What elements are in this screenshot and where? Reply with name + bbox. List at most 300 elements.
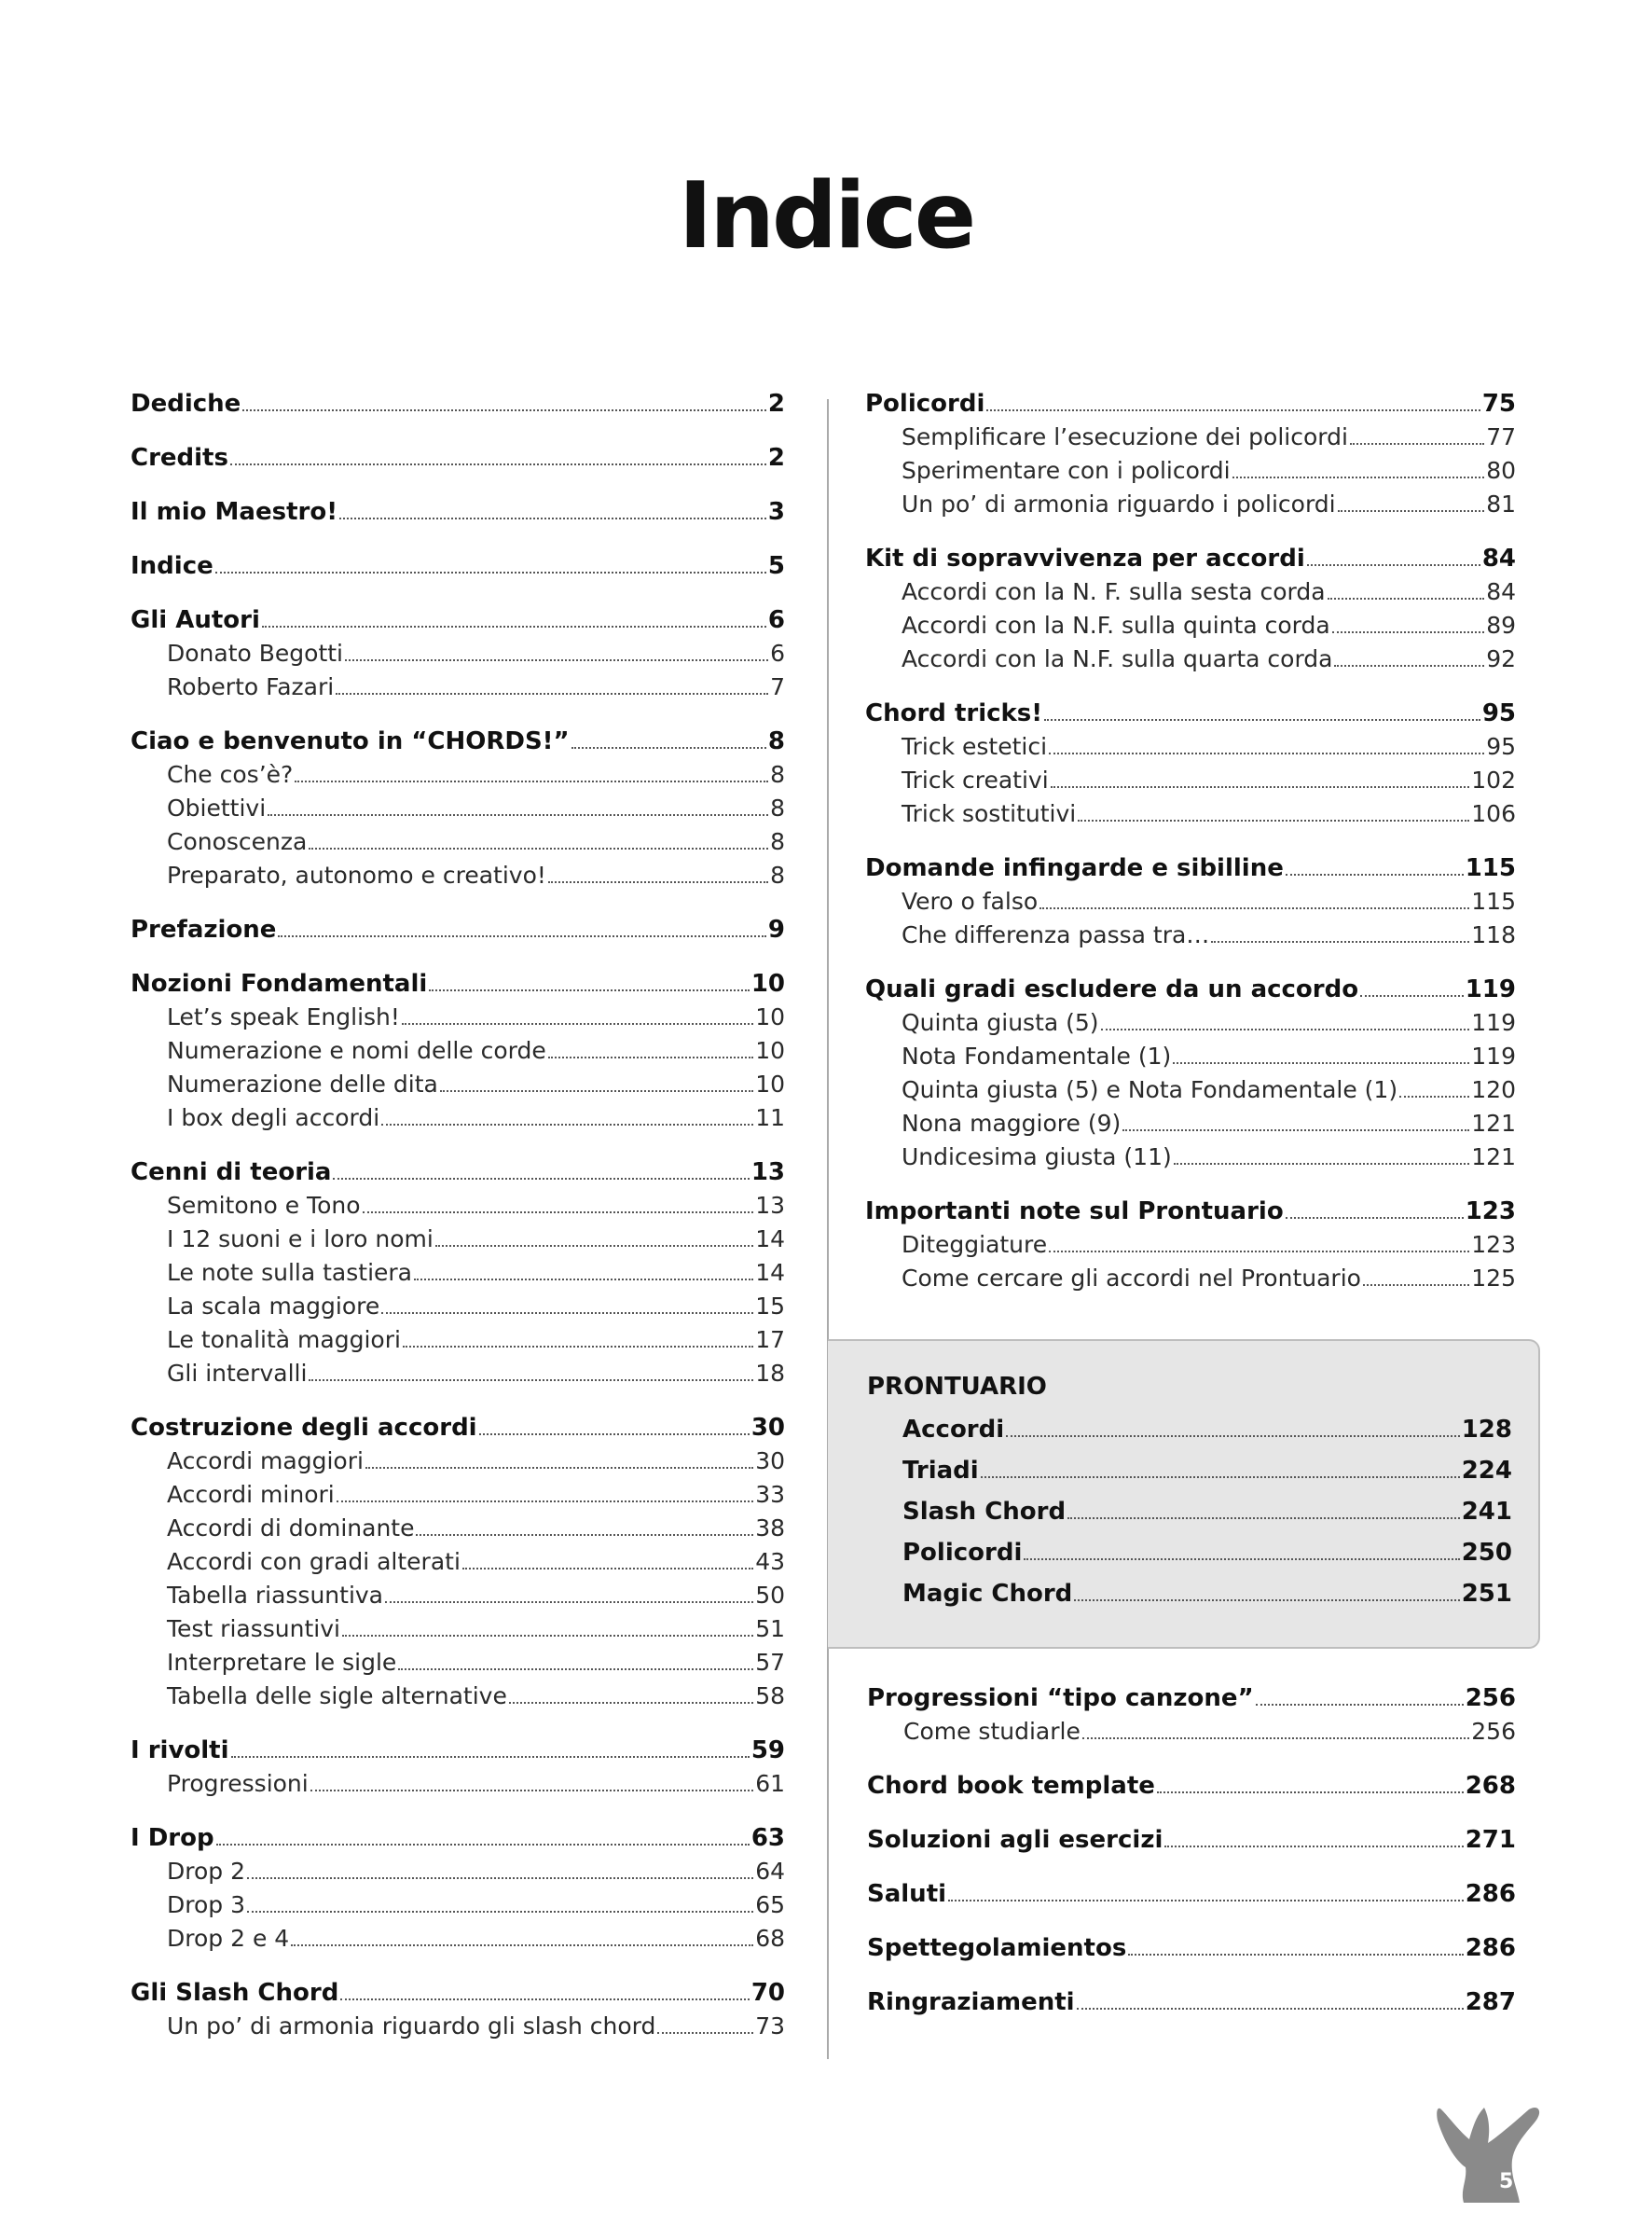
toc-section <box>131 498 785 532</box>
toc-subentry-page: 6 <box>770 640 785 667</box>
toc-entry-title: Gli Slash Chord <box>131 1979 339 2007</box>
toc-subentry-page: 8 <box>770 862 785 889</box>
logo-figure-shape <box>1437 2108 1539 2203</box>
toc-entry[interactable] <box>865 975 1516 1009</box>
toc-subentry-title: Semplificare l’esecuzione dei policordi <box>902 423 1348 450</box>
toc-subentry[interactable] <box>131 1891 785 1925</box>
dot-leader <box>268 814 768 816</box>
dot-leader <box>1128 1954 1463 1956</box>
toc-subentry-page: 8 <box>770 795 785 822</box>
dot-leader <box>333 1178 749 1180</box>
toc-entry-page: 63 <box>750 1824 785 1852</box>
dot-leader <box>339 518 766 519</box>
toc-entry-title: Nozioni Fondamentali <box>131 970 428 998</box>
prontuario-entry-title: Slash Chord <box>902 1498 1067 1526</box>
toc-entry-page: 119 <box>1465 975 1516 1003</box>
toc-subentry[interactable] <box>131 1259 785 1293</box>
toc-subentry[interactable] <box>131 1649 785 1682</box>
toc-subentry-title: Conoscenza <box>167 828 308 855</box>
prontuario-entry[interactable] <box>902 1539 1512 1580</box>
toc-subentry-page: 120 <box>1471 1076 1516 1103</box>
toc-entry-page: 6 <box>767 606 785 634</box>
dot-leader <box>231 1756 750 1758</box>
dot-leader <box>1157 1791 1464 1793</box>
dot-leader <box>1049 1251 1469 1252</box>
dot-leader <box>1328 598 1485 600</box>
toc-subentry-title: Let’s speak English! <box>167 1003 400 1030</box>
toc-section <box>131 1979 785 2046</box>
dot-leader <box>398 1668 753 1670</box>
toc-subentry[interactable] <box>865 612 1516 645</box>
toc-entry-page: 95 <box>1481 699 1516 727</box>
toc-subentry-title: Numerazione e nomi delle corde <box>167 1037 546 1064</box>
dot-leader <box>1174 1163 1470 1165</box>
toc-subentry[interactable] <box>865 888 1516 921</box>
toc-entry[interactable] <box>131 1414 785 1447</box>
dot-leader <box>337 1500 753 1502</box>
toc-subentry-title: Semitono e Tono <box>167 1192 361 1219</box>
dot-leader <box>1338 510 1485 512</box>
dot-leader <box>1006 1435 1460 1437</box>
toc-entry-page: 75 <box>1481 390 1516 418</box>
dot-leader <box>309 848 768 850</box>
toc-subentry-page: 92 <box>1486 645 1516 672</box>
toc-subentry[interactable] <box>131 1548 785 1582</box>
toc-entry[interactable] <box>867 1826 1516 1860</box>
toc-subentry[interactable] <box>865 1143 1516 1177</box>
dot-leader <box>1360 995 1464 997</box>
toc-subentry-page: 14 <box>755 1259 785 1286</box>
dot-leader <box>363 1211 754 1213</box>
toc-subentry[interactable] <box>865 733 1516 767</box>
prontuario-box <box>828 1339 1540 1649</box>
toc-subentry-page: 58 <box>755 1682 785 1709</box>
toc-subentry[interactable] <box>131 862 785 895</box>
toc-subentry-page: 64 <box>755 1858 785 1885</box>
toc-subentry-title: Nona maggiore (9) <box>902 1110 1122 1137</box>
toc-subentry-page: 118 <box>1471 921 1516 948</box>
toc-subentry-title: I 12 suoni e i loro nomi <box>167 1225 434 1252</box>
dot-leader <box>1173 1062 1469 1064</box>
dot-leader <box>1399 1096 1469 1098</box>
toc-entry-title: Gli Autori <box>131 606 260 634</box>
toc-subentry-page: 14 <box>755 1225 785 1252</box>
dot-leader <box>986 409 1480 411</box>
toc-subentry[interactable] <box>865 578 1516 612</box>
toc-entry[interactable] <box>131 970 785 1003</box>
toc-entry[interactable] <box>867 1934 1516 1968</box>
toc-subentry-title: Accordi con la N. F. sulla sesta corda <box>902 578 1326 605</box>
toc-entry-page: 287 <box>1465 1988 1516 2016</box>
toc-entry-title: Importanti note sul Prontuario <box>865 1197 1284 1225</box>
dot-leader <box>342 1635 753 1637</box>
toc-subentry-title: Accordi minori <box>167 1481 335 1508</box>
toc-subentry[interactable] <box>131 1293 785 1326</box>
toc-subentry-title: Numerazione delle dita <box>167 1071 438 1098</box>
toc-entry-title: Quali gradi escludere da un accordo <box>865 975 1359 1003</box>
toc-entry-page: 8 <box>767 727 785 755</box>
dot-leader <box>548 881 768 883</box>
toc-section <box>131 1158 785 1393</box>
toc-entry[interactable] <box>865 390 1516 423</box>
toc-subentry[interactable] <box>865 1043 1516 1076</box>
toc-section <box>131 444 785 477</box>
toc-entry[interactable] <box>131 1979 785 2012</box>
toc-subentry-title: La scala maggiore <box>167 1293 380 1320</box>
toc-entry[interactable] <box>865 545 1516 578</box>
dot-leader <box>1211 941 1469 943</box>
dot-leader <box>278 935 765 937</box>
toc-entry-title: I Drop <box>131 1824 214 1852</box>
toc-entry-page: 286 <box>1465 1880 1516 1908</box>
dot-leader <box>216 1844 750 1846</box>
toc-section <box>867 1988 1516 2022</box>
toc-subentry-title: Drop 3 <box>167 1891 245 1918</box>
toc-subentry[interactable] <box>131 1225 785 1259</box>
toc-subentry[interactable] <box>131 1682 785 1716</box>
toc-subentry-page: 65 <box>755 1891 785 1918</box>
dot-leader <box>1067 1517 1460 1519</box>
toc-subentry-page: 13 <box>755 1192 785 1219</box>
toc-subentry-page: 68 <box>755 1925 785 1952</box>
toc-subentry-page: 10 <box>755 1037 785 1064</box>
prontuario-entry-title: Magic Chord <box>902 1580 1073 1608</box>
toc-subentry-title: Progressioni <box>167 1770 309 1797</box>
toc-entry-title: Cenni di teoria <box>131 1158 332 1186</box>
toc-entry[interactable] <box>131 727 785 761</box>
toc-subentry[interactable] <box>865 1076 1516 1110</box>
toc-subentry[interactable] <box>131 1192 785 1225</box>
toc-subentry[interactable] <box>131 1481 785 1514</box>
toc-subentry-title: Roberto Fazari <box>167 673 335 700</box>
dot-leader <box>1024 1558 1459 1560</box>
toc-subentry[interactable] <box>867 1718 1516 1751</box>
dot-leader <box>657 2032 753 2034</box>
toc-entry-title: Domande infingarde e sibilline <box>865 854 1284 882</box>
toc-entry-page: 123 <box>1465 1197 1516 1225</box>
dot-leader <box>1334 665 1484 667</box>
dot-leader <box>1074 1599 1459 1601</box>
toc-subentry-title: Come cercare gli accordi nel Prontuario <box>902 1265 1361 1292</box>
toc-subentry-page: 33 <box>755 1481 785 1508</box>
toc-entry-page: 84 <box>1481 545 1516 573</box>
toc-subentry[interactable] <box>131 1071 785 1104</box>
toc-subentry-page: 15 <box>755 1293 785 1320</box>
toc-subentry[interactable] <box>865 1110 1516 1143</box>
toc-subentry[interactable] <box>131 828 785 862</box>
toc-entry-page: 271 <box>1465 1826 1516 1854</box>
dot-leader <box>385 1601 753 1603</box>
toc-entry-page: 59 <box>750 1736 785 1764</box>
toc-subentry-title: Test riassuntivi <box>167 1615 340 1642</box>
toc-subentry-page: 115 <box>1471 888 1516 915</box>
toc-entry-page: 30 <box>750 1414 785 1442</box>
dot-leader <box>429 989 750 991</box>
toc-subentry-title: Trick sostitutivi <box>902 800 1077 827</box>
toc-entry[interactable] <box>867 1772 1516 1805</box>
toc-entry[interactable] <box>865 1197 1516 1231</box>
toc-subentry-title: Accordi maggiori <box>167 1447 364 1474</box>
toc-subentry[interactable] <box>865 645 1516 679</box>
dot-leader <box>1232 477 1485 478</box>
dot-leader <box>242 409 766 411</box>
toc-section <box>131 1414 785 1716</box>
toc-subentry-title: Quinta giusta (5) <box>902 1009 1099 1036</box>
toc-entry-title: Soluzioni agli esercizi <box>867 1826 1163 1854</box>
toc-section <box>865 699 1516 834</box>
dot-leader <box>1051 786 1470 788</box>
dot-leader <box>1164 1846 1463 1847</box>
dot-leader <box>1044 719 1480 721</box>
toc-entry[interactable] <box>131 444 785 477</box>
toc-entry[interactable] <box>131 916 785 949</box>
dot-leader <box>336 693 768 695</box>
toc-entry[interactable] <box>865 699 1516 733</box>
prontuario-title: PRONTUARIO <box>867 1373 1047 1401</box>
toc-subentry-title: Trick creativi <box>902 767 1049 794</box>
dot-leader <box>295 781 768 782</box>
toc-section <box>131 606 785 707</box>
toc-entry-title: Ciao e benvenuto in “CHORDS!” <box>131 727 570 755</box>
toc-subentry[interactable] <box>865 921 1516 955</box>
toc-section <box>867 1826 1516 1860</box>
toc-entry-page: 9 <box>767 916 785 944</box>
toc-subentry-page: 10 <box>755 1003 785 1030</box>
dot-leader <box>381 1312 753 1314</box>
toc-entry-title: Policordi <box>865 390 985 418</box>
dot-leader <box>416 1534 753 1536</box>
toc-subentry[interactable] <box>865 1231 1516 1265</box>
toc-subentry-title: Accordi con la N.F. sulla quarta corda <box>902 645 1333 672</box>
toc-subentry[interactable] <box>131 1104 785 1138</box>
toc-subentry-page: 102 <box>1471 767 1516 794</box>
toc-entry-page: 2 <box>767 390 785 418</box>
toc-section <box>867 1934 1516 1968</box>
toc-subentry-title: Diteggiature <box>902 1231 1048 1258</box>
prontuario-entry[interactable] <box>902 1580 1512 1621</box>
toc-entry[interactable] <box>131 1158 785 1192</box>
toc-subentry-page: 119 <box>1471 1043 1516 1070</box>
dot-leader <box>1286 1217 1464 1219</box>
toc-subentry[interactable] <box>131 1770 785 1804</box>
toc-section <box>131 916 785 949</box>
toc-subentry-title: Undicesima giusta (11) <box>902 1143 1172 1170</box>
dot-leader <box>1122 1129 1469 1131</box>
prontuario-entry-page: 241 <box>1461 1498 1512 1526</box>
toc-entry[interactable] <box>131 552 785 586</box>
toc-subentry-title: Vero o falso <box>902 888 1039 915</box>
column-divider <box>827 399 829 2059</box>
toc-subentry[interactable] <box>131 1615 785 1649</box>
dot-leader <box>340 1998 749 2000</box>
prontuario-entry-page: 250 <box>1461 1539 1512 1567</box>
dot-leader <box>414 1279 753 1280</box>
prontuario-entry[interactable] <box>902 1416 1512 1457</box>
toc-entry-title: Kit di sopravvivenza per accordi <box>865 545 1305 573</box>
toc-right-bottom <box>867 1684 1516 2042</box>
toc-section <box>131 1824 785 1958</box>
toc-subentry-page: 7 <box>770 673 785 700</box>
dot-leader <box>247 1877 753 1879</box>
dot-leader <box>462 1568 753 1569</box>
toc-subentry-title: Che cos’è? <box>167 761 294 788</box>
toc-entry-page: 2 <box>767 444 785 472</box>
toc-entry-title: Saluti <box>867 1880 947 1908</box>
toc-section <box>865 975 1516 1177</box>
toc-subentry[interactable] <box>131 1360 785 1393</box>
toc-subentry[interactable] <box>131 1003 785 1037</box>
toc-subentry[interactable] <box>131 1037 785 1071</box>
toc-subentry[interactable] <box>131 673 785 707</box>
dot-leader <box>1039 907 1469 909</box>
publisher-logo <box>1436 2098 1548 2205</box>
toc-subentry-page: 18 <box>755 1360 785 1387</box>
toc-entry-title: Dediche <box>131 390 241 418</box>
toc-subentry[interactable] <box>865 800 1516 834</box>
toc-subentry-page: 84 <box>1486 578 1516 605</box>
toc-entry[interactable] <box>867 1880 1516 1914</box>
toc-entry[interactable] <box>131 606 785 640</box>
toc-entry[interactable] <box>131 498 785 532</box>
toc-subentry-title: Quinta giusta (5) e Nota Fondamentale (1) <box>902 1076 1398 1103</box>
dot-leader <box>1049 753 1484 754</box>
page-number: 5 <box>1499 2170 1514 2193</box>
toc-subentry-page: 121 <box>1471 1143 1516 1170</box>
dot-leader <box>365 1467 753 1469</box>
dot-leader <box>440 1090 753 1092</box>
dot-leader <box>345 659 768 661</box>
toc-right-column <box>865 390 1516 1319</box>
toc-subentry[interactable] <box>131 640 785 673</box>
toc-subentry[interactable] <box>131 795 785 828</box>
toc-subentry-page: 106 <box>1471 800 1516 827</box>
toc-subentry-title: Accordi con gradi alterati <box>167 1548 461 1575</box>
toc-subentry-title: Drop 2 <box>167 1858 245 1885</box>
toc-subentry-title: Che differenza passa tra… <box>902 921 1210 948</box>
dot-leader <box>1350 443 1484 445</box>
toc-entry-title: Spettegolamientos <box>867 1934 1127 1962</box>
toc-entry-title: Chord book template <box>867 1772 1155 1800</box>
dot-leader <box>479 1433 750 1435</box>
toc-subentry[interactable] <box>865 491 1516 524</box>
toc-subentry[interactable] <box>131 2012 785 2046</box>
dot-leader <box>291 1944 753 1946</box>
toc-subentry-page: 123 <box>1471 1231 1516 1258</box>
toc-subentry[interactable] <box>865 423 1516 457</box>
toc-subentry-page: 8 <box>770 761 785 788</box>
toc-subentry-page: 57 <box>755 1649 785 1676</box>
toc-subentry[interactable] <box>131 1514 785 1548</box>
toc-entry[interactable] <box>131 1736 785 1770</box>
toc-section <box>131 970 785 1138</box>
toc-subentry-title: Un po’ di armonia riguardo i policordi <box>902 491 1336 518</box>
prontuario-entry[interactable] <box>902 1457 1512 1498</box>
toc-subentry-title: Accordi di dominante <box>167 1514 415 1542</box>
toc-subentry[interactable] <box>865 1265 1516 1298</box>
toc-subentry-title: Un po’ di armonia riguardo gli slash chord <box>167 2012 656 2040</box>
toc-section <box>131 552 785 586</box>
toc-section <box>865 545 1516 679</box>
toc-entry-title: Credits <box>131 444 228 472</box>
dot-leader <box>215 572 766 574</box>
toc-entry-page: 3 <box>767 498 785 526</box>
toc-subentry[interactable] <box>131 1582 785 1615</box>
toc-entry[interactable] <box>867 1684 1516 1718</box>
toc-subentry[interactable] <box>865 1009 1516 1043</box>
toc-subentry-page: 256 <box>1471 1718 1516 1745</box>
toc-subentry[interactable] <box>131 1925 785 1958</box>
toc-section <box>867 1684 1516 1751</box>
toc-subentry-title: I box degli accordi <box>167 1104 380 1131</box>
dot-leader <box>1332 631 1485 633</box>
dot-leader <box>230 463 766 465</box>
dot-leader <box>1307 564 1480 566</box>
toc-entry-page: 5 <box>767 552 785 580</box>
toc-subentry-page: 73 <box>755 2012 785 2040</box>
toc-section <box>131 1736 785 1804</box>
toc-subentry[interactable] <box>131 1858 785 1891</box>
dot-leader <box>548 1057 753 1058</box>
toc-subentry-page: 8 <box>770 828 785 855</box>
dot-leader <box>309 1379 753 1381</box>
toc-entry-title: Prefazione <box>131 916 277 944</box>
toc-subentry[interactable] <box>131 1447 785 1481</box>
dot-leader <box>1082 1737 1469 1739</box>
toc-entry-page: 70 <box>750 1979 785 2007</box>
toc-left-column <box>131 390 785 2067</box>
toc-subentry-title: Trick estetici <box>902 733 1048 760</box>
toc-subentry-page: 89 <box>1486 612 1516 639</box>
toc-subentry-page: 80 <box>1486 457 1516 484</box>
toc-section <box>131 390 785 423</box>
toc-section <box>865 854 1516 955</box>
toc-subentry-page: 77 <box>1486 423 1516 450</box>
toc-subentry-page: 17 <box>755 1326 785 1353</box>
toc-subentry[interactable] <box>131 761 785 795</box>
toc-subentry[interactable] <box>131 1326 785 1360</box>
toc-section <box>865 1197 1516 1298</box>
toc-entry-title: Ringraziamenti <box>867 1988 1075 2016</box>
toc-entry[interactable] <box>865 854 1516 888</box>
prontuario-entry[interactable] <box>902 1498 1512 1539</box>
toc-subentry-title: Gli intervalli <box>167 1360 308 1387</box>
toc-entry-title: I rivolti <box>131 1736 229 1764</box>
toc-entry-title: Chord tricks! <box>865 699 1043 727</box>
toc-subentry-page: 81 <box>1486 491 1516 518</box>
toc-entry-title: Progressioni “tipo canzone” <box>867 1684 1254 1712</box>
toc-entry-page: 115 <box>1465 854 1516 882</box>
toc-entry[interactable] <box>867 1988 1516 2022</box>
dot-leader <box>435 1245 753 1247</box>
toc-subentry-page: 95 <box>1486 733 1516 760</box>
toc-subentry-title: Le note sulla tastiera <box>167 1259 412 1286</box>
prontuario-entry-title: Policordi <box>902 1539 1023 1567</box>
toc-section <box>865 390 1516 524</box>
toc-subentry-page: 38 <box>755 1514 785 1542</box>
dot-leader <box>571 747 766 749</box>
toc-subentry-page: 11 <box>755 1104 785 1131</box>
toc-subentry[interactable] <box>865 767 1516 800</box>
toc-subentry-title: Nota Fondamentale (1) <box>902 1043 1172 1070</box>
toc-entry[interactable] <box>131 390 785 423</box>
toc-entry[interactable] <box>131 1824 785 1858</box>
toc-subentry-title: Sperimentare con i policordi <box>902 457 1231 484</box>
toc-entry-page: 13 <box>750 1158 785 1186</box>
dot-leader <box>403 1346 753 1348</box>
dot-leader <box>1101 1029 1470 1030</box>
dot-leader <box>948 1900 1464 1901</box>
toc-subentry[interactable] <box>865 457 1516 491</box>
